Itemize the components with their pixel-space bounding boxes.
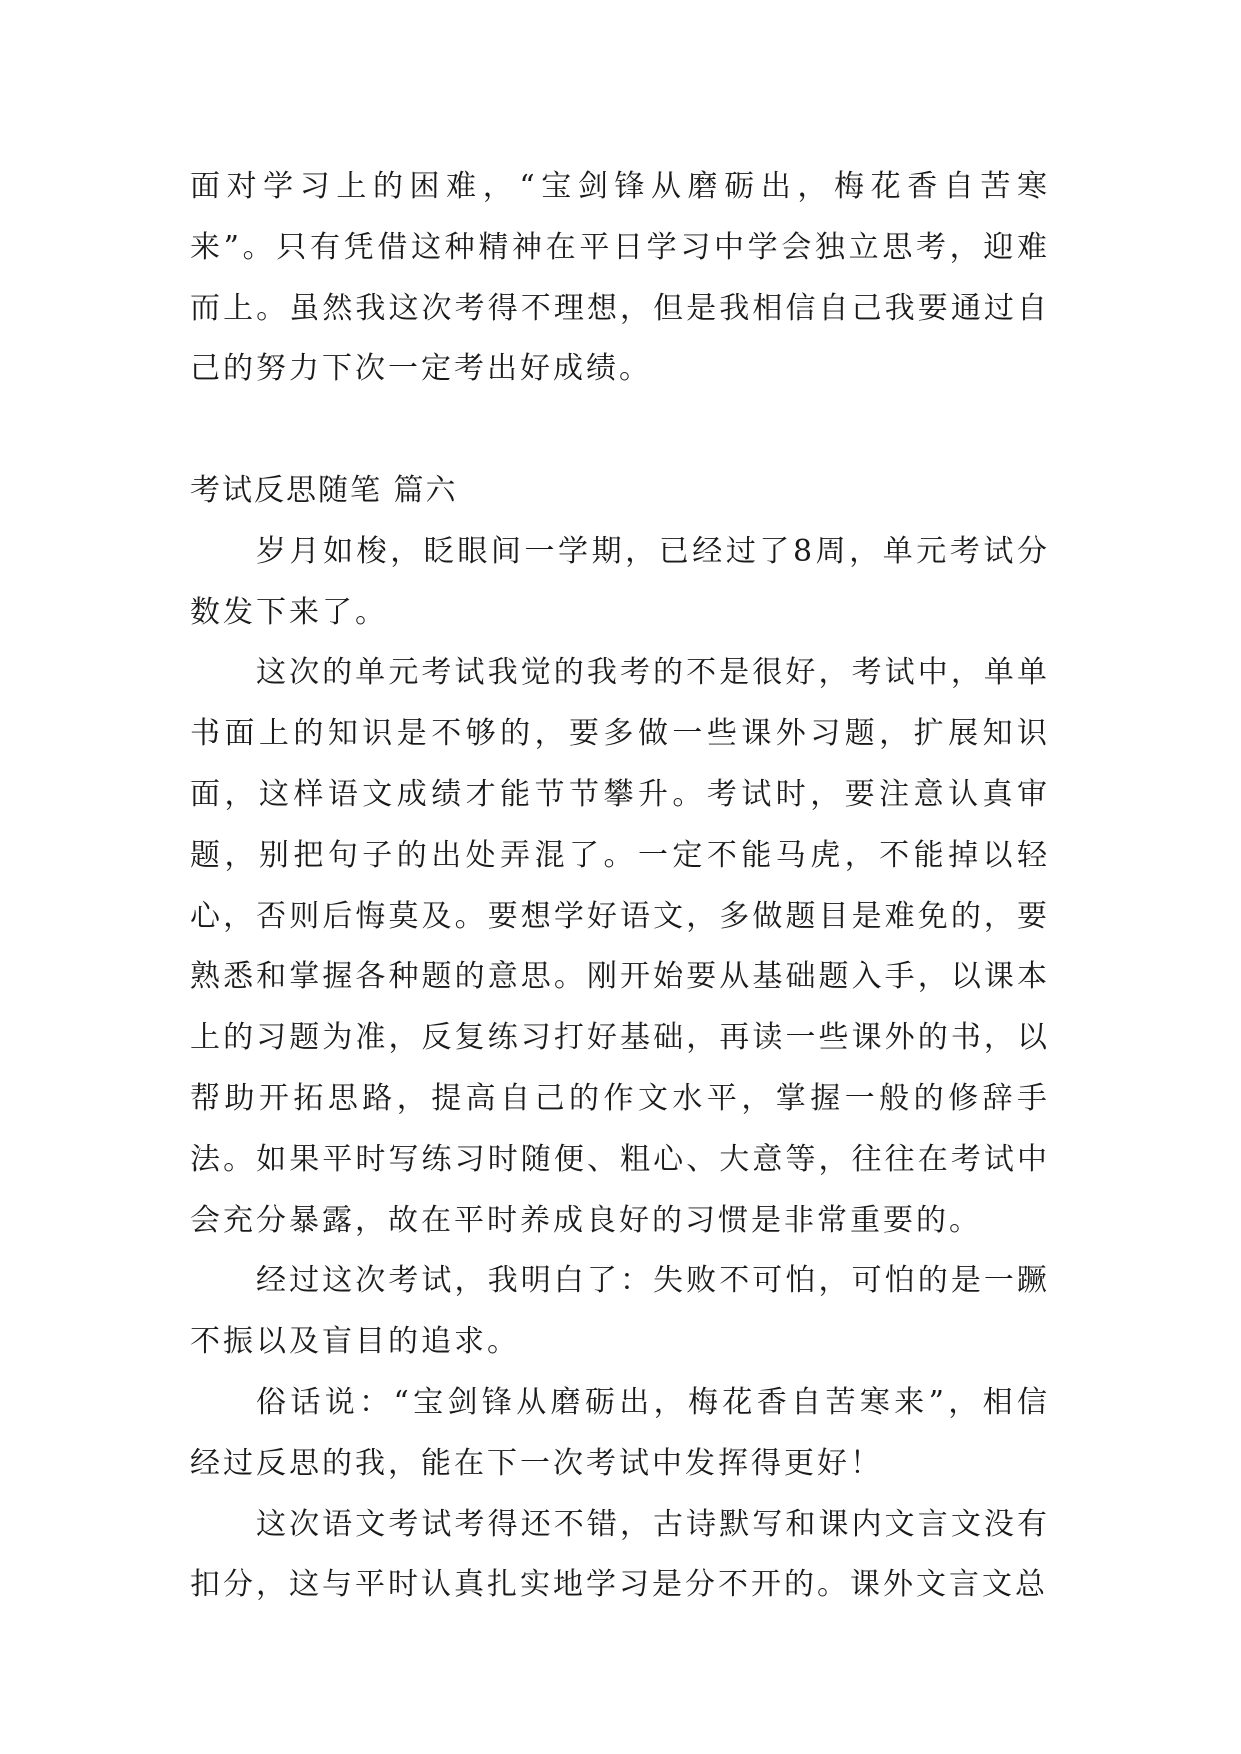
paragraph: 这次语文考试考得还不错，古诗默写和课内文言文没有扣分，这与平时认真扎实地学习是分不开的。课外文言文总 xyxy=(190,1506,1050,1603)
document-body xyxy=(190,157,1050,1616)
paragraph: 这次的单元考试我觉的我考的不是很好，考试中，单单书面上的知识是不够的，要多做一些课外习题，扩展知识面，这样语文成绩才能节节攀升。考试时，要注意认真审题，别把句子的出处弄混了。一定不能马虎，不能掉以轻心，否则后悔莫及。要想学好语文，多做题目是难免的，要熟悉和掌握各种题的意思。刚开始要从基础题入手，以课本上的习题为准，反复练习打好基础，再读一些课外的书，以帮助开拓思路，提高自己的作文水平，掌握一般的修辞手法。如果平时写练习时随便、粗心、大意等，往往在考试中会充分暴露，故在平时养成良好的习惯是非常重要的。 xyxy=(190,655,1050,1238)
paragraph: 岁月如梭，眨眼间一学期，已经过了8周，单元考试分数发下来了。 xyxy=(190,533,1050,630)
paragraph: 经过这次考试，我明白了：失败不可怕，可怕的是一蹶不振以及盲目的追求。 xyxy=(190,1263,1050,1360)
paragraph: 俗话说：“宝剑锋从磨砺出，梅花香自苦寒来”，相信经过反思的我，能在下一次考试中发挥得更好！ xyxy=(190,1384,1050,1481)
section-title: 考试反思随笔 篇六 xyxy=(190,472,458,508)
continued-paragraph: 面对学习上的困难，“宝剑锋从磨砺出，梅花香自苦寒来”。只有凭借这种精神在平日学习中学会独立思考，迎难而上。虽然我这次考得不理想，但是我相信自己我要通过自己的努力下次一定考出好成绩。 xyxy=(190,169,1050,387)
